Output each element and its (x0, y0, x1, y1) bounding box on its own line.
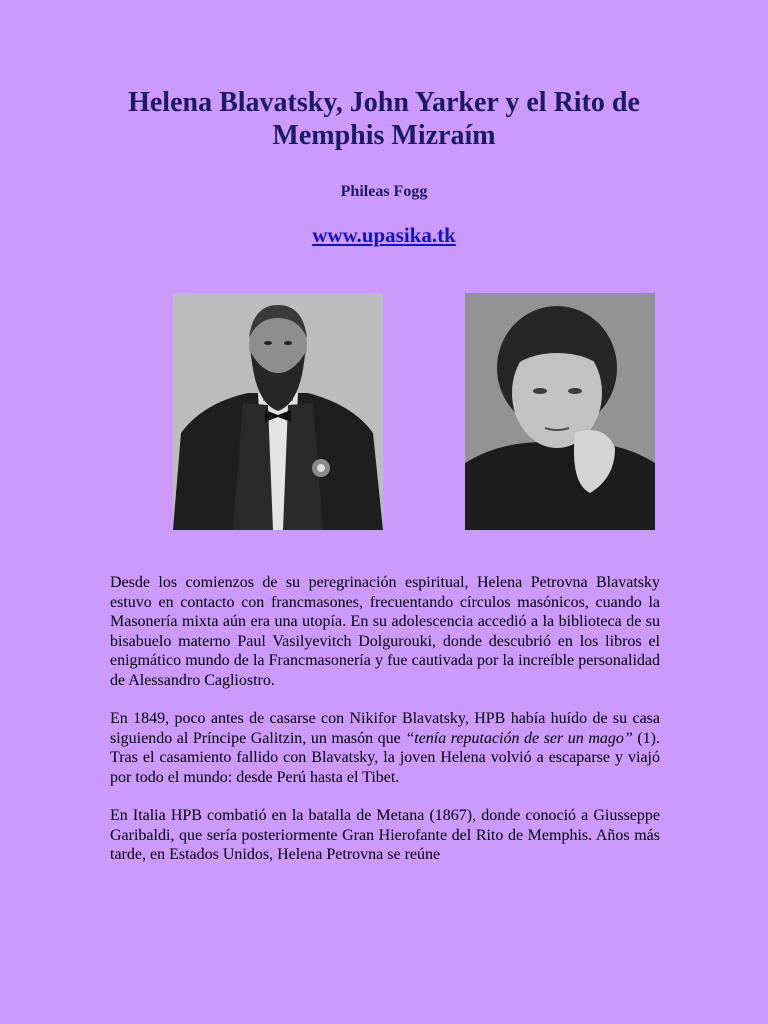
article-body (110, 573, 660, 884)
paragraph-2-text-after: (1). Tras el casamiento fallido con Blavatsky, la joven Helena volvió a escaparse y viajó por todo el mundo: desde Perú hasta el Tibet. (110, 729, 660, 786)
portrait-john-yarker (173, 293, 383, 530)
document-title: Helena Blavatsky, John Yarker y el Rito de Memphis Mizraím (128, 87, 640, 151)
paragraph-2 (110, 709, 660, 787)
paragraph-2-text-before: En 1849, poco antes de casarse con Nikifor Blavatsky, HPB había huído de su casa siguiendo al Príncipe Galitzin, un masón que (110, 710, 660, 747)
paragraph-2-quote: “tenía reputación de ser un mago” (405, 729, 633, 747)
author-name: Phileas Fogg (340, 183, 428, 200)
website-line (0, 223, 768, 248)
paragraph-1: Desde los comienzos de su peregrinación espiritual, Helena Petrovna Blavatsky estuvo en contacto con francmasones, frecuentando círculos masónicos, cuando la Masonería mixta aún era una utopía. En su adolescencia accedió a la biblioteca de su bisabuelo materno Paul Vasilyevitch Dolgurouki, donde descubrió en los libros el enigmático mundo de la Francmasonería y fue cautivada por la increíble personalidad de Alessandro Cagliostro. (110, 574, 660, 689)
website-link[interactable]: www.upasika.tk (312, 223, 456, 247)
portrait-helena-blavatsky (465, 293, 655, 530)
portrait-john-yarker-image (173, 293, 383, 530)
portrait-helena-blavatsky-image (465, 293, 655, 530)
paragraph-3: En Italia HPB combatió en la batalla de Metana (1867), donde conoció a Giusseppe Garibaldi, que sería posteriormente Gran Hierofante del Rito de Memphis. Años más tarde, en Estados Unidos, Helena Petrovna se reúne (110, 807, 660, 863)
